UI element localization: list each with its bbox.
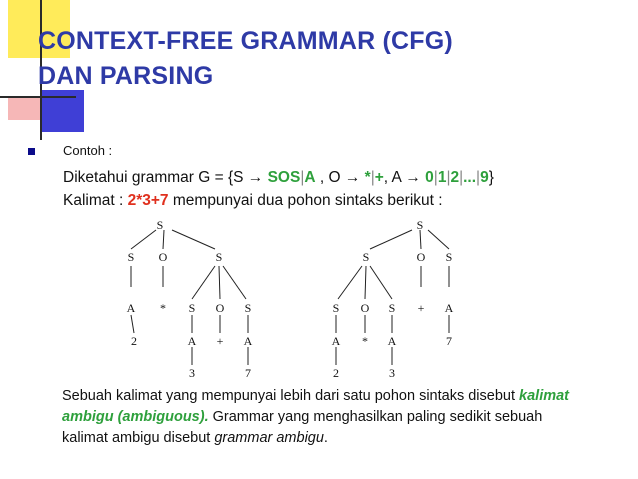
- separator: |: [476, 169, 481, 186]
- s-rule-sos: SOS: [267, 169, 301, 186]
- a-rule-2: 2: [450, 169, 460, 186]
- tree1-node: S: [156, 218, 164, 232]
- tree2-node: S: [362, 250, 370, 264]
- tree2-node: *: [362, 334, 368, 348]
- bullet-label: Contoh :: [63, 143, 113, 158]
- tree1-edge: [223, 266, 246, 299]
- tree1-edge: [131, 230, 156, 249]
- tree1-node: A: [187, 334, 197, 348]
- separator: |: [459, 169, 464, 186]
- tree1-node: S: [215, 250, 223, 264]
- ambiguity-note: [62, 386, 582, 449]
- tree2-edge: [338, 266, 362, 299]
- tree2-edge: [420, 230, 421, 249]
- tree1-edge: [219, 266, 220, 299]
- tree1-node: S: [127, 250, 135, 264]
- grammar-mid1: , O →: [315, 169, 365, 186]
- note-part2: Grammar yang menghasilkan paling sedikit sebuah kalimat ambigu disebut: [62, 409, 543, 446]
- separator: |: [300, 169, 305, 186]
- tree1-node: S: [244, 301, 252, 315]
- tree2-node: S: [388, 301, 396, 315]
- tree1-node: O: [158, 250, 168, 264]
- tree2-edge: [370, 266, 392, 299]
- tree2-node: A: [331, 334, 341, 348]
- tree2-node: O: [360, 301, 370, 315]
- o-rule-plus: +: [374, 169, 384, 186]
- tree1-node: *: [160, 301, 166, 315]
- tree2-node: A: [444, 301, 454, 315]
- tree2-node: S: [445, 250, 453, 264]
- tree2-node: +: [417, 301, 425, 315]
- grammar-suffix: }: [488, 169, 494, 186]
- tree2-node: 3: [389, 366, 395, 380]
- tree1-edge: [172, 230, 215, 249]
- a-rule-1: 1: [437, 169, 447, 186]
- tree2-node: O: [416, 250, 426, 264]
- tree2-node: 7: [446, 334, 452, 348]
- tree2-edge: [365, 266, 366, 299]
- note-ambiguous-term: kalimat ambigu (ambiguous).: [62, 388, 570, 425]
- tree1-edge: [163, 230, 164, 249]
- tree1-edge: [192, 266, 215, 299]
- separator: |: [370, 169, 375, 186]
- tree2-node: A: [387, 334, 397, 348]
- tree1-node: A: [243, 334, 253, 348]
- tree1-node: 2: [131, 334, 137, 348]
- tree1-node: O: [215, 301, 225, 315]
- tree1-node: +: [216, 334, 224, 348]
- separator: |: [446, 169, 451, 186]
- tree2-node: 2: [333, 366, 339, 380]
- s-rule-a: A: [304, 169, 316, 186]
- note-part1: Sebuah kalimat yang mempunyai lebih dari satu pohon sintaks disebut: [62, 388, 520, 404]
- tree2-node: S: [416, 218, 424, 232]
- note-grammar-ambigu: grammar ambigu: [214, 430, 324, 446]
- separator: |: [433, 169, 438, 186]
- kalimat-expression: 2*3+7: [127, 192, 169, 209]
- tree1-node: 3: [189, 366, 195, 380]
- tree2-edge: [428, 230, 449, 249]
- slide-title-line1: CONTEXT-FREE GRAMMAR (CFG): [38, 27, 453, 55]
- a-rule-ellipsis: ...: [463, 169, 477, 186]
- tree1-node: A: [126, 301, 136, 315]
- grammar-prefix: Diketahui grammar G = {S →: [63, 169, 268, 186]
- slide-title-line2: DAN PARSING: [38, 62, 214, 90]
- a-rule-9: 9: [480, 169, 489, 186]
- tree1-node: S: [188, 301, 196, 315]
- tree1-edge: [131, 315, 134, 333]
- tree1-node: 7: [245, 366, 251, 380]
- tree2-node: S: [332, 301, 340, 315]
- a-rule-0: 0: [425, 169, 434, 186]
- o-rule-times: *: [364, 169, 371, 186]
- kalimat-suffix: mempunyai dua pohon sintaks berikut :: [168, 192, 443, 209]
- kalimat-prefix: Kalimat :: [63, 192, 128, 209]
- note-part3: .: [323, 430, 328, 446]
- tree2-edge: [370, 230, 412, 249]
- grammar-mid2: , A →: [383, 169, 426, 186]
